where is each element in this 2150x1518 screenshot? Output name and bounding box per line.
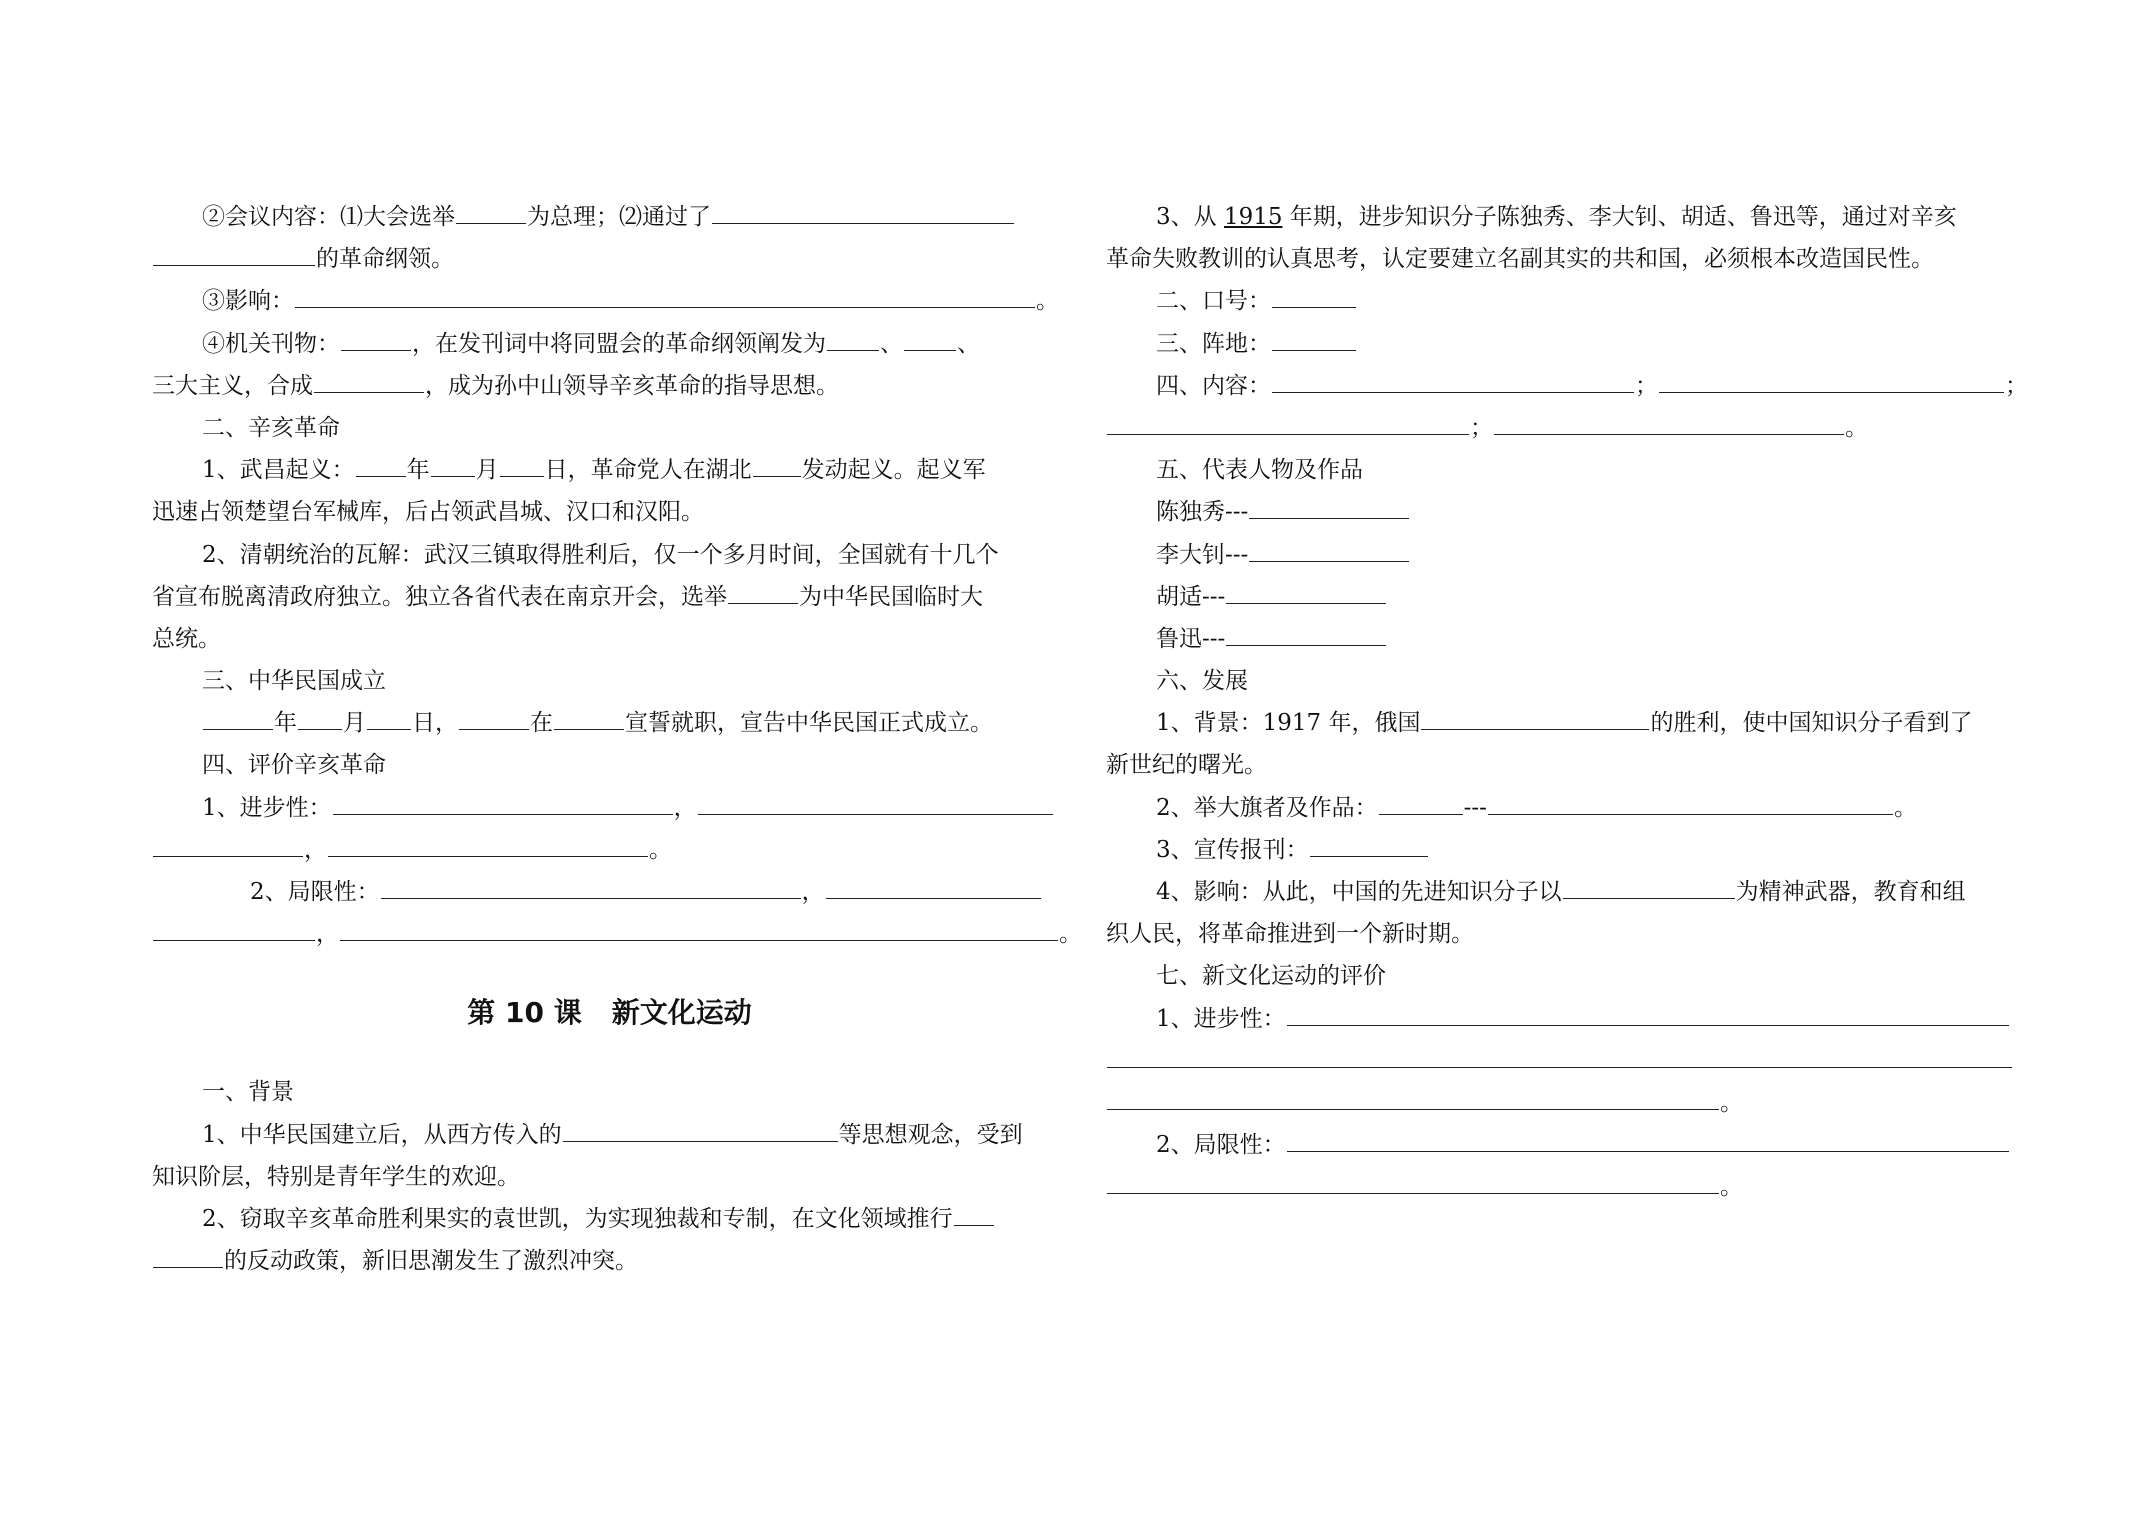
blank[interactable] xyxy=(1563,872,1735,899)
text: 陈独秀--- xyxy=(1156,499,1249,526)
text-line: 知识阶层，特别是青年学生的欢迎。 xyxy=(152,1163,520,1190)
blank[interactable] xyxy=(1272,366,1634,393)
text: 1、武昌起义： xyxy=(202,457,355,484)
blank[interactable] xyxy=(459,703,529,730)
evaluation-progress-line-2 xyxy=(1106,1040,2036,1082)
blank[interactable] xyxy=(333,788,673,815)
meeting-content-line xyxy=(152,196,1067,238)
meeting-content-line-2 xyxy=(152,238,1067,280)
blank[interactable] xyxy=(1488,788,1893,815)
section-heading: 六、发展 xyxy=(1156,668,1248,695)
roc-founding-line xyxy=(152,702,1067,744)
blank[interactable] xyxy=(500,450,544,477)
text: 1、进步性： xyxy=(202,794,332,821)
year-filled: 1915 xyxy=(1223,204,1283,230)
blank[interactable] xyxy=(153,830,303,857)
text-line: 革命失败教训的认真思考，认定要建立名副其实的共和国，必须根本改造国民性。 xyxy=(1106,246,1934,273)
progress-line xyxy=(152,787,1067,829)
text: 2、局限性： xyxy=(1156,1132,1286,1159)
blank[interactable] xyxy=(153,239,315,266)
text: 三大主义，合成 xyxy=(152,372,313,399)
text: 年 xyxy=(406,457,430,484)
blank[interactable] xyxy=(203,703,273,730)
section-heading: 二、辛亥革命 xyxy=(202,414,340,441)
text: 为总理；⑵通过了 xyxy=(527,204,711,230)
left-column xyxy=(152,196,1082,1282)
blank[interactable] xyxy=(431,450,475,477)
section-heading: 七、新文化运动的评价 xyxy=(1156,963,1386,990)
text: 2、举大旗者及作品： xyxy=(1156,794,1378,821)
blank[interactable] xyxy=(295,281,1035,308)
text: 的胜利，使中国知识分子看到了 xyxy=(1650,710,1973,737)
blank[interactable] xyxy=(1249,535,1409,562)
blank[interactable] xyxy=(1379,788,1463,815)
lesson-title xyxy=(152,955,1067,1071)
background-line xyxy=(152,1114,1067,1156)
text: 为精神武器，教育和组 xyxy=(1735,879,1966,905)
text: 日， xyxy=(412,710,458,737)
blank[interactable] xyxy=(341,324,411,351)
evaluation-limitation-line xyxy=(1106,1124,2036,1166)
text: 为中华民国临时大 xyxy=(799,583,983,610)
text: 4、影响：从此，中国的先进知识分子以 xyxy=(1156,879,1562,905)
blank[interactable] xyxy=(340,914,1058,941)
lesson-name: 新文化运动 xyxy=(611,996,752,1030)
text: 月 xyxy=(475,457,499,484)
blank[interactable] xyxy=(554,703,624,730)
text: ； xyxy=(1635,372,1658,399)
text: ； xyxy=(1470,414,1493,441)
section-heading: 一、背景 xyxy=(202,1079,294,1106)
blank[interactable] xyxy=(1226,619,1386,646)
text: 三、阵地： xyxy=(1156,330,1271,357)
progress-line-2 xyxy=(152,829,1067,871)
text: 月 xyxy=(343,710,366,737)
text-line: 织人民，将革命推进到一个新时期。 xyxy=(1106,921,1474,948)
evaluation-limitation-line-2 xyxy=(1106,1166,2036,1208)
blank[interactable] xyxy=(1272,324,1356,351)
blank[interactable] xyxy=(728,577,798,604)
text: 年期，进步知识分子陈独秀、李大钊、胡适、鲁迅等，通过对辛亥 xyxy=(1282,204,1957,230)
blank[interactable] xyxy=(456,197,526,224)
text: ，成为孙中山领导辛亥革命的指导思想。 xyxy=(425,372,839,399)
text: ③影响： xyxy=(202,288,294,315)
text: ， xyxy=(801,879,825,905)
influence-line xyxy=(1106,871,2036,913)
text: 。 xyxy=(1845,414,1868,441)
publication-line xyxy=(152,323,1067,365)
text: --- xyxy=(1463,794,1487,821)
three-principles-line xyxy=(152,365,1067,407)
text-line: 迅速占领楚望台军械库，后占领武昌城、汉口和汉阳。 xyxy=(152,499,704,526)
flag-bearer-line xyxy=(1106,787,2036,829)
section-heading: 三、中华民国成立 xyxy=(202,668,386,695)
text: 1、背景：1917 年，俄国 xyxy=(1156,710,1421,737)
text-line: 总统。 xyxy=(152,625,221,652)
figure-line xyxy=(1106,576,2036,618)
text: ， xyxy=(304,836,327,863)
blank[interactable] xyxy=(1421,703,1649,730)
slogan-line xyxy=(1106,280,2036,322)
text: 的反动政策，新旧思潮发生了激烈冲突。 xyxy=(224,1248,638,1275)
wuchang-uprising-line xyxy=(152,449,1067,491)
section-heading: 五、代表人物及作品 xyxy=(1156,457,1363,484)
text-line: 2、清朝统治的瓦解：武汉三镇取得胜利后，仅一个多月时间，全国就有十几个 xyxy=(202,541,999,568)
blank[interactable] xyxy=(298,703,342,730)
text: 发动起义。起义军 xyxy=(801,457,986,484)
evaluation-progress-line xyxy=(1106,998,2036,1040)
blank[interactable] xyxy=(753,450,801,477)
blank[interactable] xyxy=(563,1115,838,1142)
blank[interactable] xyxy=(1659,366,2004,393)
blank[interactable] xyxy=(1107,408,1469,435)
blank[interactable] xyxy=(1249,492,1409,519)
text: ，在发刊词中将同盟会的革命纲领阐发为 xyxy=(412,330,826,357)
text: 2、窃取辛亥革命胜利果实的袁世凯，为实现独裁和专制，在文化领域推行 xyxy=(202,1205,953,1232)
blank[interactable] xyxy=(1272,281,1356,308)
blank[interactable] xyxy=(356,450,406,477)
text: 、 xyxy=(957,330,980,357)
blank[interactable] xyxy=(1107,1167,1719,1194)
blank[interactable] xyxy=(314,366,424,393)
blank[interactable] xyxy=(153,914,315,941)
blank[interactable] xyxy=(826,872,1041,899)
blank[interactable] xyxy=(328,830,648,857)
text: 。 xyxy=(1720,1089,1743,1116)
blank[interactable] xyxy=(153,1241,223,1268)
figure-line xyxy=(1106,491,2036,533)
blank[interactable] xyxy=(904,324,956,351)
text: 年 xyxy=(274,710,297,737)
text: 3、从 xyxy=(1156,204,1224,230)
limitation-line-2 xyxy=(152,913,1082,955)
yuan-shikai-line-2 xyxy=(152,1240,1067,1282)
text: 。 xyxy=(1059,921,1082,948)
blank[interactable] xyxy=(1226,577,1386,604)
text: 等思想观念，受到 xyxy=(838,1121,1023,1148)
newspaper-line xyxy=(1106,829,2036,871)
blank[interactable] xyxy=(1107,1083,1719,1110)
blank[interactable] xyxy=(712,197,1014,224)
text: 二、口号： xyxy=(1156,288,1271,315)
text: ， xyxy=(316,921,339,948)
blank[interactable] xyxy=(698,788,1053,815)
blank[interactable] xyxy=(1494,408,1844,435)
text: 。 xyxy=(649,836,672,863)
text: 1、中华民国建立后，从西方传入的 xyxy=(202,1121,562,1148)
text: 省宣布脱离清政府独立。独立各省代表在南京开会，选举 xyxy=(152,583,727,610)
blank[interactable] xyxy=(1287,999,2009,1026)
development-background-line xyxy=(1106,702,2036,744)
blank[interactable] xyxy=(381,872,801,899)
section-heading: 四、评价辛亥革命 xyxy=(202,752,386,779)
text: ②会议内容：⑴大会选举 xyxy=(202,204,455,230)
text: 李大钊--- xyxy=(1156,541,1249,568)
text: 2、局限性： xyxy=(250,879,380,905)
blank[interactable] xyxy=(1107,1041,2012,1068)
influence-line xyxy=(152,280,1067,322)
text: 的革命纲领。 xyxy=(316,246,454,273)
yuan-shikai-line xyxy=(152,1198,1067,1240)
lesson-number: 第 10 课 xyxy=(467,996,582,1030)
limitation-line xyxy=(152,871,1067,913)
blank[interactable] xyxy=(1287,1125,2009,1152)
text: 。 xyxy=(1720,1174,1743,1201)
text: 日，革命党人在湖北 xyxy=(544,457,752,484)
evaluation-progress-line-3 xyxy=(1106,1082,2036,1124)
text: 胡适--- xyxy=(1156,583,1226,610)
text: ， xyxy=(673,794,697,821)
blank[interactable] xyxy=(1310,830,1428,857)
text: 宣誓就职，宣告中华民国正式成立。 xyxy=(625,710,993,737)
text: 1、进步性： xyxy=(1156,1005,1286,1032)
text: 在 xyxy=(530,710,553,737)
right-column xyxy=(1106,196,2036,1209)
figure-line xyxy=(1106,534,2036,576)
blank[interactable] xyxy=(367,703,411,730)
period-line xyxy=(1106,196,2036,238)
blank[interactable] xyxy=(827,324,879,351)
content-line xyxy=(1106,365,2036,407)
blank[interactable] xyxy=(954,1199,994,1226)
figure-line xyxy=(1106,618,2036,660)
text: 四、内容： xyxy=(1156,372,1271,399)
text: ④机关刊物： xyxy=(202,330,340,357)
text-line: 新世纪的曙光。 xyxy=(1106,752,1267,779)
president-line xyxy=(152,576,1067,618)
text: ； xyxy=(2005,372,2028,399)
text: 。 xyxy=(1036,288,1059,315)
text: 、 xyxy=(880,330,903,357)
position-line xyxy=(1106,323,2036,365)
text: 鲁迅--- xyxy=(1156,625,1226,652)
text: 3、宣传报刊： xyxy=(1156,836,1309,863)
text: 。 xyxy=(1893,794,1917,821)
content-line-2 xyxy=(1106,407,2036,449)
